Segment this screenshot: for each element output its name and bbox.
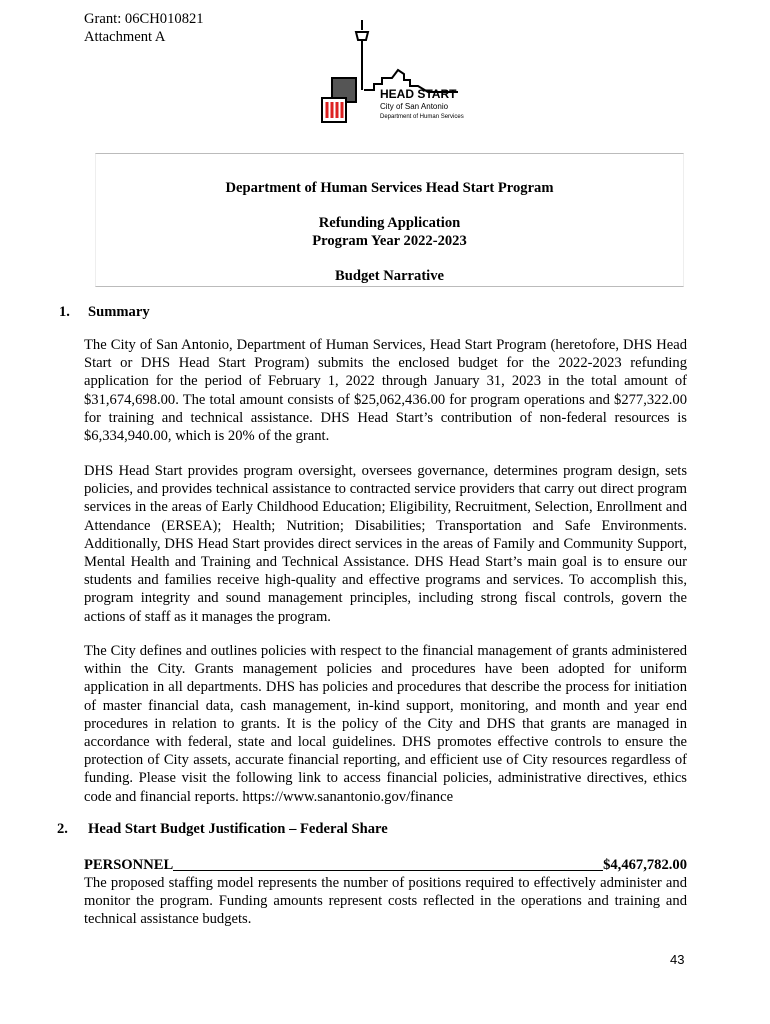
svg-text:Department of Human Services: Department of Human Services bbox=[380, 114, 464, 120]
title-box bbox=[95, 153, 684, 287]
section-2-heading: Head Start Budget Justification – Federal Share bbox=[88, 821, 388, 837]
page-number: 43 bbox=[670, 952, 685, 967]
summary-paragraph-1: The City of San Antonio, Department of Human Services, Head Start Program (heretofore, DHS Head Start or DHS Head Start Program) submits the enclosed budget for the 2022-2023 refunding application for the period of February 1, 2022 through January 31, 2023 in the total amount of $31,674,698.00. The total amount consists of $25,062,436.00 for program operations and $277,322.00 for training and technical assistance. DHS Head Start’s contribution of non-federal resources is $6,334,940.00, which is 20% of the grant. bbox=[84, 337, 687, 445]
summary-paragraph-2: DHS Head Start provides program oversight, oversees governance, determines program design, sets policies, and provides technical assistance to contracted service providers that carry out direct program services in the areas of Early Childhood Education; Eligibility, Recruitment, Selection, Enrollment and Attendance (ERSEA); Health; Nutrition; Disabilities; Transportation and Safe Environments. Additionally, DHS Head Start provides direct services in the areas of Family and Community Support, Mental Health and Training and Technical Assistance. DHS Head Start’s main goal is to ensure our students and families receive high-quality and effective programs and services. To accomplish this, program integrity and sound management principles, including strong fiscal controls, govern the actions of staff as it manages the program. bbox=[84, 463, 687, 625]
svg-text:HEAD START: HEAD START bbox=[380, 87, 457, 101]
section-1-heading: Summary bbox=[88, 304, 150, 320]
section-2-number: 2. bbox=[57, 821, 68, 837]
personnel-paragraph: The proposed staffing model represents the number of positions required to effectively administer and monitor the program. Funding amounts represent costs reflected in the operations and training and technical assistance budgets. bbox=[84, 875, 687, 928]
program-title: Department of Human Services Head Start Program bbox=[225, 180, 554, 196]
section-1-number: 1. bbox=[59, 304, 70, 320]
program-year: Program Year 2022-2023 bbox=[312, 233, 467, 249]
grant-number: Grant: 06CH010821 bbox=[84, 11, 204, 27]
personnel-label: PERSONNEL bbox=[84, 857, 174, 873]
summary-paragraph-3: The City defines and outlines policies with respect to the financial management of grants administered within the City. Grants management policies and procedures have been adopted for uniform application in all departments. DHS has policies and procedures that describe the process for initiation of master financial data, cash management, in-kind support, monitoring, and month and year end procedures in relation to grants. It is the policy of the City and DHS that grants are managed in accordance with federal, state and local guidelines. DHS promotes effective controls to ensure the protection of City assets, accurate financial reporting, and efficient use of City resources regardless of funding. Please visit the following link to access financial policies, administrative directives, ethics code and financial reports. https://www.sanantonio.gov/finance bbox=[84, 643, 687, 805]
attachment-label: Attachment A bbox=[84, 29, 166, 45]
head-start-logo bbox=[318, 20, 468, 125]
personnel-line bbox=[84, 856, 687, 874]
grant-header bbox=[84, 10, 204, 46]
svg-text:City of San Antonio: City of San Antonio bbox=[380, 102, 449, 111]
document-title: Budget Narrative bbox=[334, 268, 445, 284]
application-title: Refunding Application bbox=[318, 215, 461, 231]
personnel-amount: $4,467,782.00 bbox=[603, 857, 687, 873]
